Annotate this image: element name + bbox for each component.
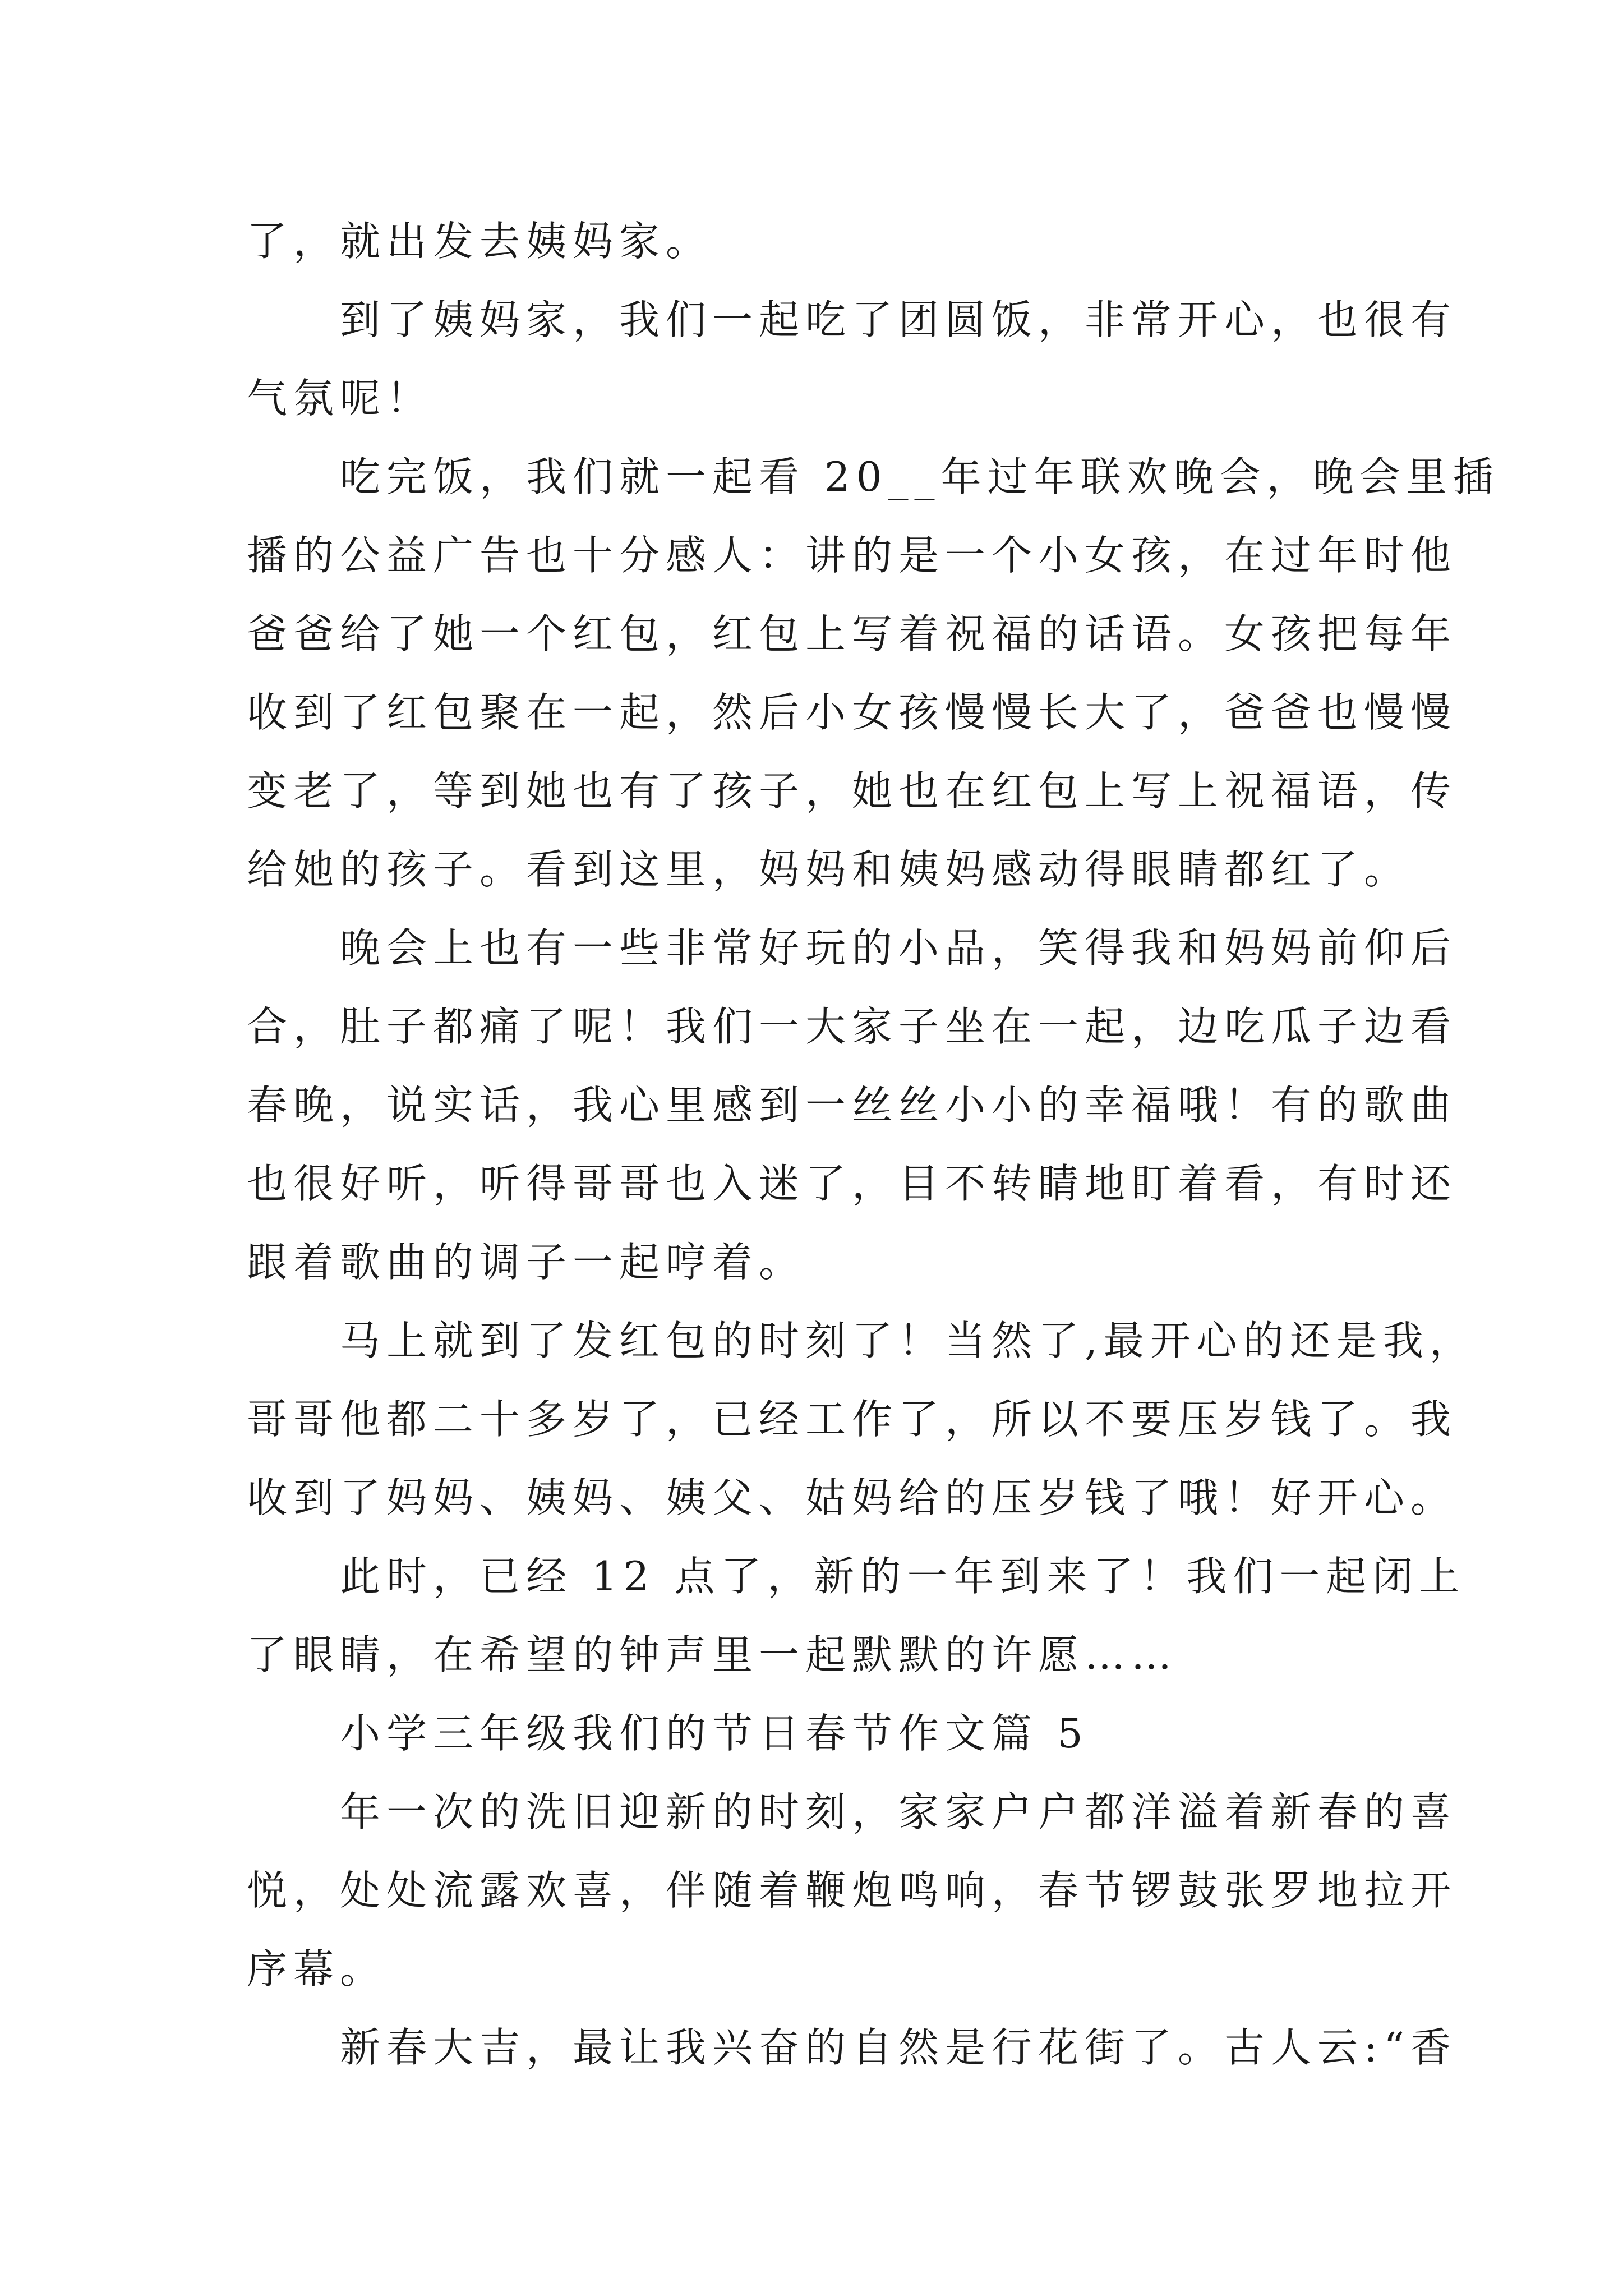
text-line: 爸爸给了她一个红包，红包上写着祝福的话语。女孩把每年 — [247, 610, 1458, 657]
text-line: 变老了，等到她也有了孩子，她也在红包上写上祝福语，传 — [247, 767, 1458, 815]
text-line: 此时，已经 12 点了，新的一年到来了！我们一起闭上 — [247, 1553, 1466, 1600]
text-line: 合，肚子都痛了呢！我们一大家子坐在一起，边吃瓜子边看 — [247, 1003, 1458, 1050]
text-line: 悦，处处流露欢喜，伴随着鞭炮鸣响，春节锣鼓张罗地拉开 — [247, 1867, 1458, 1914]
text-line: 跟着歌曲的调子一起哼着。 — [247, 1239, 806, 1286]
text-line: 春晚，说实话，我心里感到一丝丝小小的幸福哦！有的歌曲 — [247, 1082, 1458, 1129]
text-line: 也很好听，听得哥哥也入迷了，目不转睛地盯着看，有时还 — [247, 1160, 1458, 1207]
text-line: 到了姨妈家，我们一起吃了团圆饭，非常开心，也很有 — [247, 296, 1458, 343]
section-heading: 小学三年级我们的节日春节作文篇 5 — [247, 1710, 1089, 1757]
text-line: 收到了红包聚在一起，然后小女孩慢慢长大了，爸爸也慢慢 — [247, 689, 1458, 736]
text-line: 收到了妈妈、姨妈、姨父、姑妈给的压岁钱了哦！好开心。 — [247, 1474, 1458, 1521]
text-line: 了，就出发去姨妈家。 — [247, 218, 713, 265]
text-line: 了眼睛，在希望的钟声里一起默默的许愿…… — [247, 1631, 1178, 1678]
text-line: 播的公益广告也十分感人：讲的是一个小女孩，在过年时他 — [247, 532, 1458, 579]
text-line: 哥哥他都二十多岁了，已经工作了，所以不要压岁钱了。我 — [247, 1396, 1458, 1443]
text-line: 给她的孩子。看到这里，妈妈和姨妈感动得眼睛都红了。 — [247, 846, 1411, 893]
text-line: 吃完饭，我们就一起看 20__年过年联欢晚会，晚会里插 — [247, 453, 1500, 500]
text-line: 序幕。 — [247, 1945, 387, 1993]
text-line: 晚会上也有一些非常好玩的小品，笑得我和妈妈前仰后 — [247, 924, 1458, 972]
text-line: 新春大吉，最让我兴奋的自然是行花街了。古人云:“香 — [247, 2024, 1458, 2071]
text-line: 马上就到了发红包的时刻了！当然了,最开心的还是我， — [247, 1317, 1476, 1364]
text-line: 气氛呢！ — [247, 375, 434, 422]
text-line: 年一次的洗旧迎新的时刻，家家户户都洋溢着新春的喜 — [247, 1788, 1458, 1835]
